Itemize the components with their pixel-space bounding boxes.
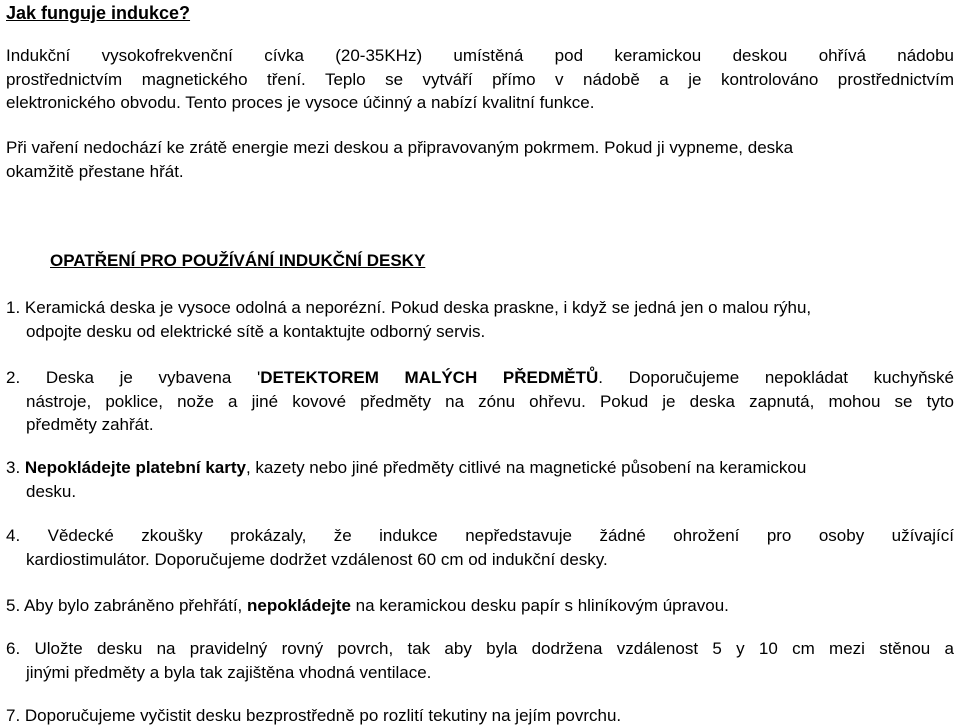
item-2-bold: DETEKTOREM MALÝCH PŘEDMĚTŮ [260, 368, 599, 387]
item-3-bold: Nepokládejte platební karty [24, 458, 246, 477]
item-5-prefix: 5. Aby bylo zabráněno přehřátí, [6, 596, 247, 615]
item-5-suffix: na keramickou desku papír s hliníkovým úpravou. [350, 596, 729, 615]
item-1-line-2: odpojte desku od elektrické sítě a kontaktujte odborný servis. [26, 321, 486, 341]
item-2-line-3: předměty zahřát. [26, 415, 154, 434]
item-4-line-1: 4. Vědecké zkoušky prokázaly, že indukce nepředstavuje žádné ohrožení pro osoby užívající [6, 526, 954, 545]
item-6-line-2: jinými předměty a byla tak zajištěna vhodná ventilace. [26, 662, 432, 682]
item-5-line-1 [6, 594, 954, 618]
intro-paragraph [6, 44, 954, 115]
list-item [6, 456, 954, 503]
item-2-line-2: nástroje, poklice, nože a jiné kovové předměty na zónu ohřevu. Pokud je deska zapnutá, mohou se tyto [26, 391, 954, 411]
energy-paragraph [6, 136, 954, 183]
item-3-suffix: , kazety nebo jiné předměty citlivé na magnetické působení na keramickou [245, 458, 807, 477]
list-item [6, 704, 954, 728]
item-7-line-1: 7. Doporučujeme vyčistit desku bezprostředně po rozlití tekutiny na jejím povrchu. [6, 706, 622, 725]
list-item [6, 524, 954, 571]
item-2-suffix: . Doporučujeme nepokládat kuchyňské [598, 368, 954, 387]
item-6-line-1: 6. Uložte desku na pravidelný rovný povrch, tak aby byla dodržena vzdálenost 5 y 10 cm mezi stěnou a [6, 639, 954, 658]
intro-line-2: prostřednictvím magnetického tření. Teplo se vytváří přímo v nádobě a je kontrolováno prostřednictvím [6, 69, 954, 89]
energy-line-2: okamžitě přestane hřát. [6, 161, 184, 181]
item-2-line-1 [6, 366, 954, 390]
item-4-line-2: kardiostimulátor. Doporučujeme dodržet vzdálenost 60 cm od indukční desky. [26, 549, 608, 569]
list-item [6, 594, 954, 618]
intro-line-1: Indukční vysokofrekvenční cívka (20-35KHz) umístěná pod keramickou deskou ohřívá nádobu [6, 46, 954, 65]
list-item [6, 366, 954, 437]
intro-line-3: elektronického obvodu. Tento proces je vysoce účinný a nabízí kvalitní funkce. [6, 93, 595, 112]
item-3-prefix: 3. [6, 458, 25, 477]
item-3-line-1 [6, 456, 954, 480]
list-item [6, 296, 954, 343]
item-2-prefix: 2. Deska je vybavena ' [6, 368, 261, 387]
item-1-line-1: 1. Keramická deska je vysoce odolná a neporézní. Pokud deska praskne, i když se jedná jen o malou rýhu, [6, 298, 812, 317]
energy-line-1: Při vaření nedochází ke zrátě energie mezi deskou a připravovaným pokrmem. Pokud ji vypneme, deska [6, 138, 794, 157]
list-item [6, 637, 954, 684]
page-title: Jak funguje indukce? [6, 3, 191, 23]
section-heading: OPATŘENÍ PRO POUŽÍVÁNÍ INDUKČNÍ DESKY [50, 251, 426, 270]
item-5-bold: nepokládejte [247, 596, 351, 615]
item-3-line-2: desku. [26, 481, 77, 501]
